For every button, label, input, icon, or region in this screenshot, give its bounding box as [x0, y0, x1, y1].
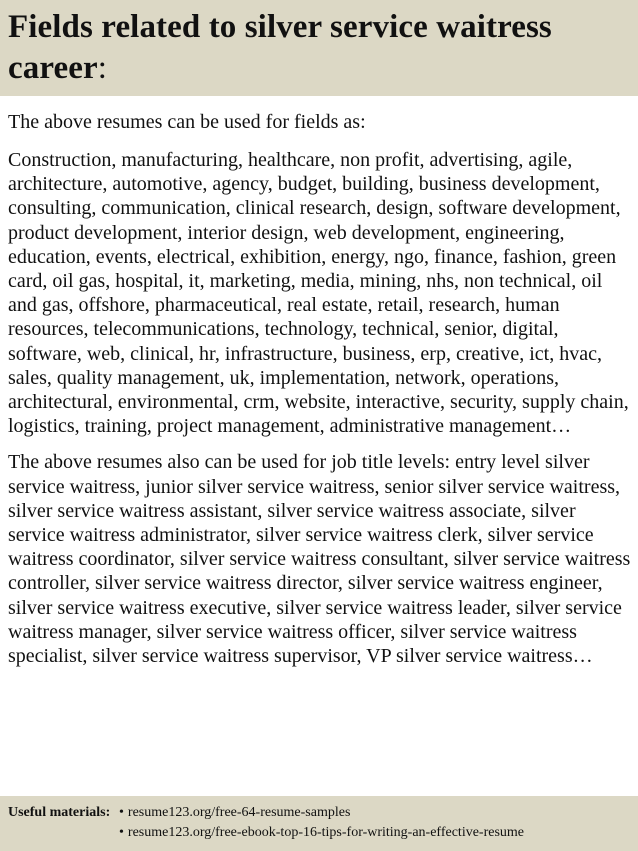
title-band	[0, 0, 638, 96]
page-title-text: Fields related to silver service waitress career	[8, 9, 552, 86]
bullet-icon: •	[119, 805, 124, 820]
fields-intro: The above resumes can be used for fields as:	[8, 111, 366, 133]
useful-materials-label	[8, 803, 119, 823]
useful-materials-spacer	[8, 823, 119, 843]
bullet-icon: •	[119, 825, 124, 840]
main-content	[8, 110, 632, 668]
page-title	[8, 7, 630, 89]
resume-samples-link[interactable]: resume123.org/free-64-resume-samples	[127, 805, 351, 820]
useful-materials-band	[0, 796, 638, 851]
useful-materials-label-text: Useful materials	[8, 805, 106, 820]
job-title-levels: The above resumes also can be used for job title levels: entry level silver service waitress, junior silver service waitress, senior silver service waitress, silver service waitress assistant, silver service waitress associate, silver service waitress administrator, silver service waitress clerk, silver service waitress coordinator, silver service waitress consultant, silver service waitress controller, silver service waitress director, silver service waitress engineer, silver service waitress executive, silver service waitress leader, silver service waitress manager, silver service waitress officer, silver service waitress specialist, silver service waitress supervisor, VP silver service waitress…	[8, 451, 631, 668]
useful-materials-label-colon: :	[105, 805, 111, 820]
page-title-colon: :	[97, 50, 108, 86]
fields-list: Construction, manufacturing, healthcare, non profit, advertising, agile, architecture, automotive, agency, budget, building, business development, consulting, communication, clinical research, design, software development, product development, interior design, web development, engineering, education, events, electrical, exhibition, energy, ngo, finance, fashion, green card, oil gas, hospital, it, marketing, media, mining, nhs, non technical, oil and gas, offshore, pharmaceutical, real estate, retail, research, human resources, telecommunications, technology, technical, senior, digital, software, web, clinical, hr, infrastructure, business, erp, creative, ict, hvac, sales, quality management, uk, implementation, network, operations, architectural, environmental, crm, website, interactive, security, supply chain, logistics, training, project management, administrative management…	[8, 149, 629, 438]
useful-materials-row-2	[8, 823, 630, 843]
ebook-tips-link[interactable]: resume123.org/free-ebook-top-16-tips-for-writing-an-effective-resume	[127, 825, 525, 840]
useful-materials-row-1	[8, 803, 630, 823]
